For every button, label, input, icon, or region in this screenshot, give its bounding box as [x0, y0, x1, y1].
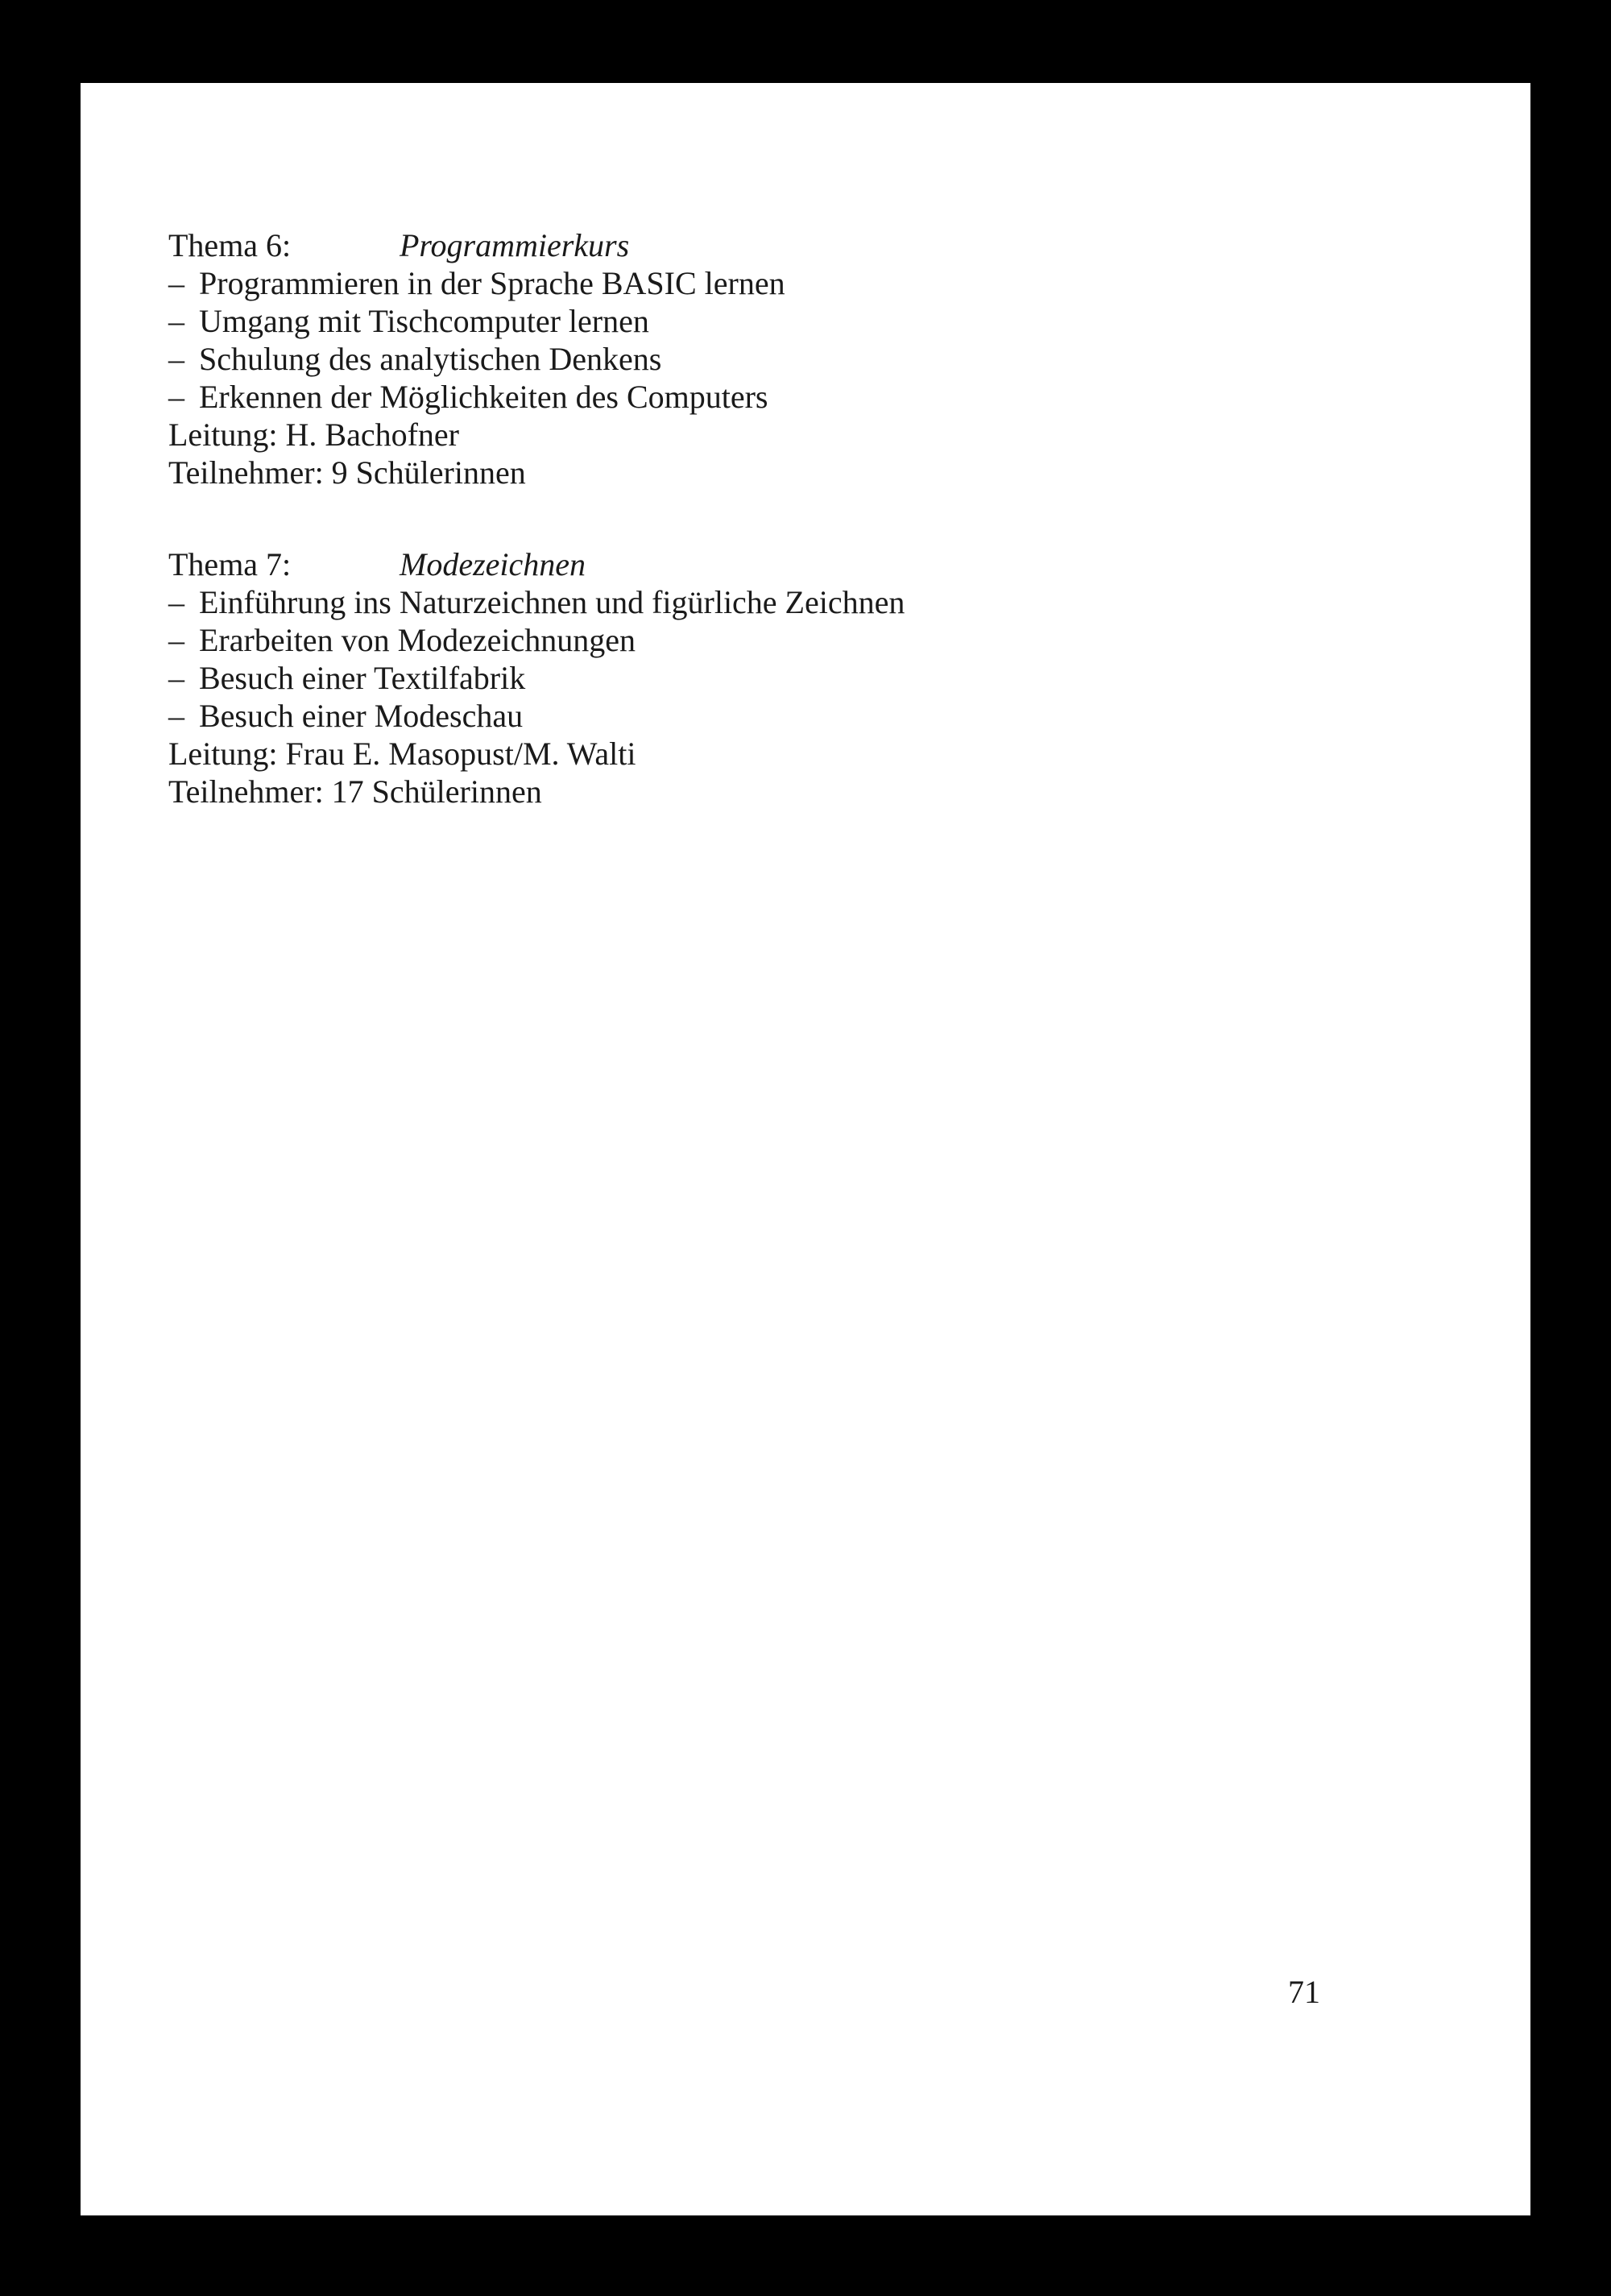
teilnehmer-line: Teilnehmer: 17 Schülerinnen: [168, 773, 542, 810]
list-item: [168, 697, 905, 735]
dash-bullet: –: [168, 698, 184, 734]
document-page: [81, 83, 1530, 2215]
list-item: [168, 659, 905, 697]
leitung-line: Leitung: Frau E. Masopust/M. Walti: [168, 736, 636, 772]
list-item-text: Erkennen der Möglichkeiten des Computers: [199, 379, 768, 415]
section-thema-6: [168, 226, 785, 491]
list-item-text: Besuch einer Textilfabrik: [199, 660, 526, 696]
list-item: [168, 264, 785, 302]
teilnehmer-line: Teilnehmer: 9 Schülerinnen: [168, 454, 526, 491]
list-item: [168, 340, 785, 378]
section-title: Modezeichnen: [400, 546, 586, 582]
list-item-text: Schulung des analytischen Denkens: [199, 341, 662, 377]
section-title: Programmierkurs: [400, 227, 630, 263]
list-item-text: Umgang mit Tischcomputer lernen: [199, 303, 649, 339]
leitung-line: Leitung: H. Bachofner: [168, 417, 459, 453]
list-item: [168, 302, 785, 340]
list-item: [168, 378, 785, 416]
list-item-text: Einführung ins Naturzeichnen und figürliche Zeichnen: [199, 584, 905, 620]
section-label: Thema 7:: [168, 546, 292, 582]
dash-bullet: –: [168, 660, 184, 696]
section-heading: [168, 545, 905, 583]
section-label: Thema 6:: [168, 227, 292, 263]
dash-bullet: –: [168, 303, 184, 339]
dash-bullet: –: [168, 622, 184, 658]
dash-bullet: –: [168, 379, 184, 415]
section-heading: [168, 226, 785, 264]
list-item-text: Erarbeiten von Modezeichnungen: [199, 622, 636, 658]
list-item-text: Besuch einer Modeschau: [199, 698, 524, 734]
list-item: [168, 621, 905, 659]
dash-bullet: –: [168, 584, 184, 620]
dash-bullet: –: [168, 341, 184, 377]
list-item-text: Programmieren in der Sprache BASIC lernen: [199, 265, 785, 301]
list-item: [168, 583, 905, 621]
dash-bullet: –: [168, 265, 184, 301]
section-thema-7: [168, 545, 905, 810]
page-number: 71: [1288, 1974, 1320, 2010]
